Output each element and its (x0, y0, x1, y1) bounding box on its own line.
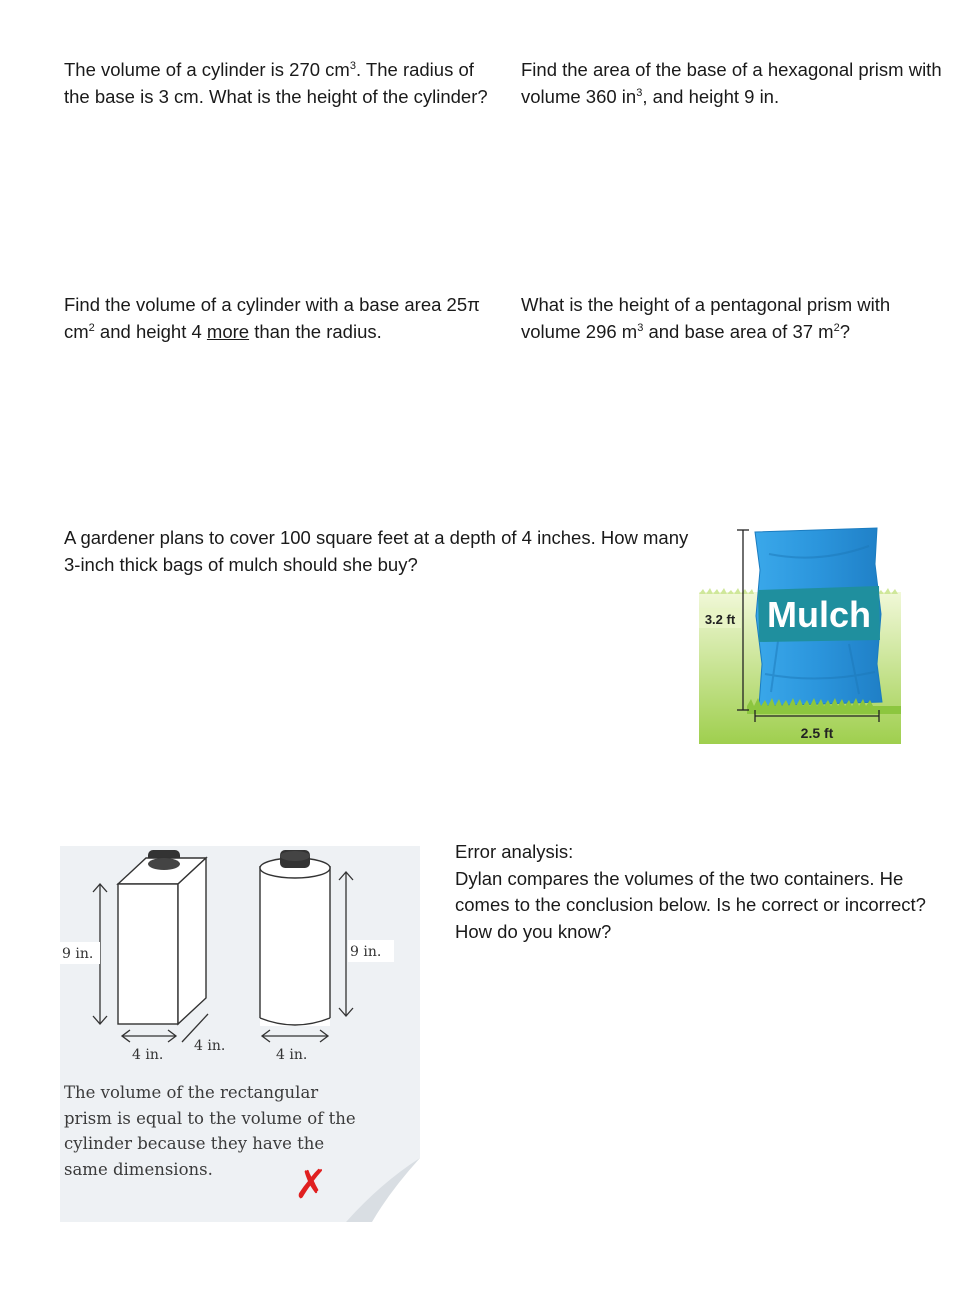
prism-height-label: 9 in. (62, 946, 94, 962)
cylinder-diameter-label: 4 in. (276, 1047, 308, 1063)
question-cylinder-volume: Find the volume of a cylinder with a base area 25π $cm^2$ and height 4 more than the radius. (64, 294, 480, 342)
height-label: 3.2 ft (704, 612, 736, 627)
width-label: 2.5 ft (800, 725, 834, 741)
prism-width-label: 4 in. (132, 1047, 164, 1063)
rectangular-prism (118, 850, 206, 1024)
cylinder (260, 850, 330, 1026)
bag-label: Mulch (767, 594, 871, 635)
question-mulch-bags: A gardener plans to cover 100 square feet at a depth of 4 inches. How many 3-inch thick bags of mulch should she buy? (64, 527, 689, 575)
question-cylinder-height: The volume of a cylinder is 270 $cm^3$. The radius of the base is 3 cm. What is the height of the cylinder? (64, 59, 488, 107)
question-pentagonal-prism-height: What is the height of a pentagonal prism with volume 296 $m^3$ and base area of 37 $m^2$? (521, 294, 891, 342)
dylan-conclusion: The volume of the rectangular prism is equal to the volume of the cylinder because they have the same dimensions. (64, 1083, 356, 1179)
error-analysis-heading: Error analysis: (455, 841, 574, 862)
mulch-bag-illustration (699, 524, 901, 744)
containers-figure (60, 846, 420, 1222)
question-hexagonal-prism-base: Find the area of the base of a hexagonal prism with volume 360 $in^3$, and height 9 in. (521, 59, 942, 107)
prism-depth-label: 4 in. (194, 1038, 226, 1054)
error-analysis-text: Dylan compares the volumes of the two containers. He comes to the conclusion below. Is he correct or incorrect? How do you know? (455, 867, 926, 942)
mulch-bag-figure (699, 524, 901, 744)
question-error-analysis (455, 839, 955, 945)
incorrect-mark: ✗ (294, 1162, 328, 1208)
cylinder-height-label: 9 in. (350, 944, 382, 960)
